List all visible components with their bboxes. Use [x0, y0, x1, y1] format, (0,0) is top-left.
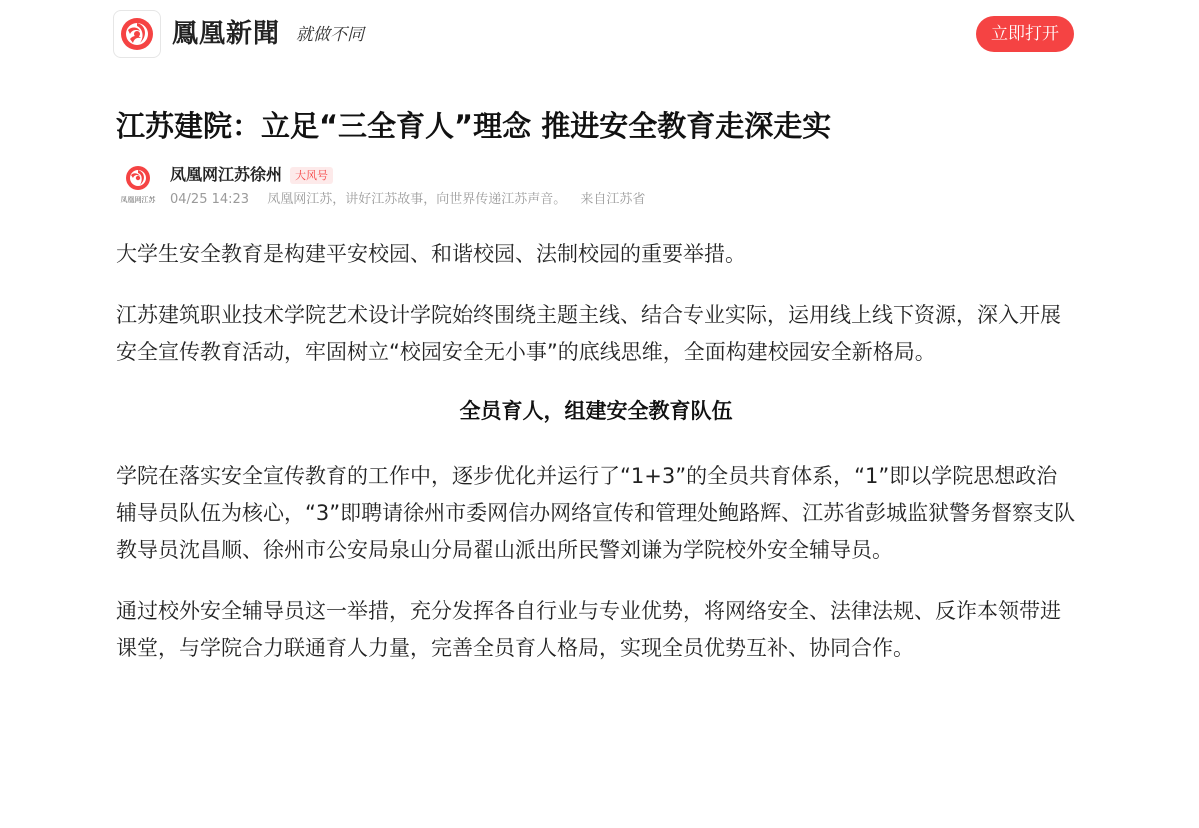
phoenix-logo-icon	[119, 16, 155, 52]
author-subline	[170, 191, 659, 209]
author-badge: 大风号	[290, 167, 333, 184]
article-paragraph: 通过校外安全辅导员这一举措，充分发挥各自行业与专业优势，将网络安全、法律法规、反诈本领带进课堂，与学院合力联通育人力量，完善全员育人格局，实现全员优势互补、协同合作。	[116, 599, 1061, 660]
author-location: 来自江苏省	[580, 192, 646, 207]
app-logo[interactable]	[113, 10, 161, 58]
article-paragraph: 学院在落实安全宣传教育的工作中，逐步优化并运行了“1+3”的全员共育体系，“1”即以学院思想政治辅导员队伍为核心，“3”即聘请徐州市委网信办网络宣传和管理处鲍路辉、江苏省彭城监狱警务督察支队教导员沈昌顺、徐州市公安局泉山分局翟山派出所民警刘谦为学院校外安全辅导员。	[116, 464, 1076, 562]
brand-name: 鳳凰新聞	[172, 19, 281, 49]
author-row	[170, 164, 333, 186]
author-meta	[116, 158, 1076, 212]
open-app-button[interactable]: 立即打开	[976, 16, 1074, 52]
avatar-caption: 凤凰网江苏	[120, 196, 156, 204]
avatar[interactable]	[118, 162, 158, 206]
top-bar	[0, 0, 1199, 70]
brand-slogan: 就做不同	[296, 25, 364, 45]
section-heading: 全员育人，组建安全教育队伍	[459, 399, 733, 423]
author-description: 凤凰网江苏，讲好江苏故事，向世界传递江苏声音。	[267, 192, 567, 207]
article-title: 江苏建院：立足“三全育人”理念 推进安全教育走深走实	[116, 109, 832, 143]
article	[116, 100, 1076, 667]
article-paragraph: 江苏建筑职业技术学院艺术设计学院始终围绕主题主线、结合专业实际，运用线上线下资源，深入开展安全宣传教育活动，牢固树立“校园安全无小事”的底线思维，全面构建校园安全新格局。	[116, 303, 1061, 364]
article-paragraph: 大学生安全教育是构建平安校园、和谐校园、法制校园的重要举措。	[116, 242, 746, 266]
publish-time: 04/25 14:23	[170, 192, 250, 207]
author-name[interactable]: 凤凰网江苏徐州	[170, 165, 283, 184]
